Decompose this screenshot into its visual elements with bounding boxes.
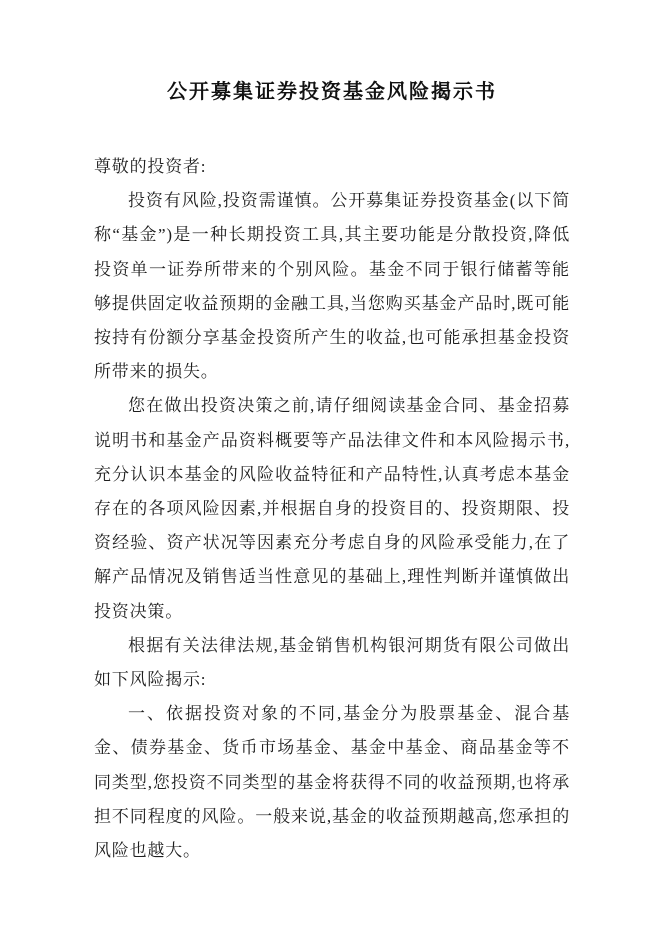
paragraph-fund-intro: 投资有风险,投资需谨慎。公开募集证券投资基金(以下简称“基金”)是一种长期投资工具,其主要功能是分散投资,降低投资单一证券所带来的个别风险。基金不同于银行储蓄等能够提供固定收益预期的金融工具,当您购买基金产品时,既可能按持有份额分享基金投资所产生的收益,也可能承担基金投资所带来的损失。 [94,191,570,382]
paragraph-risk-item-one-fund-types: 一、依据投资对象的不同,基金分为股票基金、混合基金、债券基金、货币市场基金、基金中基金、商品基金等不同类型,您投资不同类型的基金将获得不同的收益预期,也将承担不同程度的风险。一般来说,基金的收益预期越高,您承担的风险也越大。 [94,704,570,861]
document-title: 公开募集证券投资基金风险揭示书 [167,81,497,103]
salutation-line: 尊敬的投资者: [94,157,207,176]
paragraph-read-legal-documents: 您在做出投资决策之前,请仔细阅读基金合同、基金招募说明书和基金产品资料概要等产品法律文件和本风险揭示书,充分认识本基金的风险收益特征和产品特性,认真考虑本基金存在的各项风险因素,并根据自身的投资目的、投资期限、投资经验、资产状况等因素充分考虑自身的风险承受能力,在了解产品情况及销售适当性意见的基础上,理性判断并谨慎做出投资决策。 [94,396,570,621]
paragraph-legal-basis-disclosure: 根据有关法律法规,基金销售机构银河期货有限公司做出如下风险揭示: [94,635,570,690]
